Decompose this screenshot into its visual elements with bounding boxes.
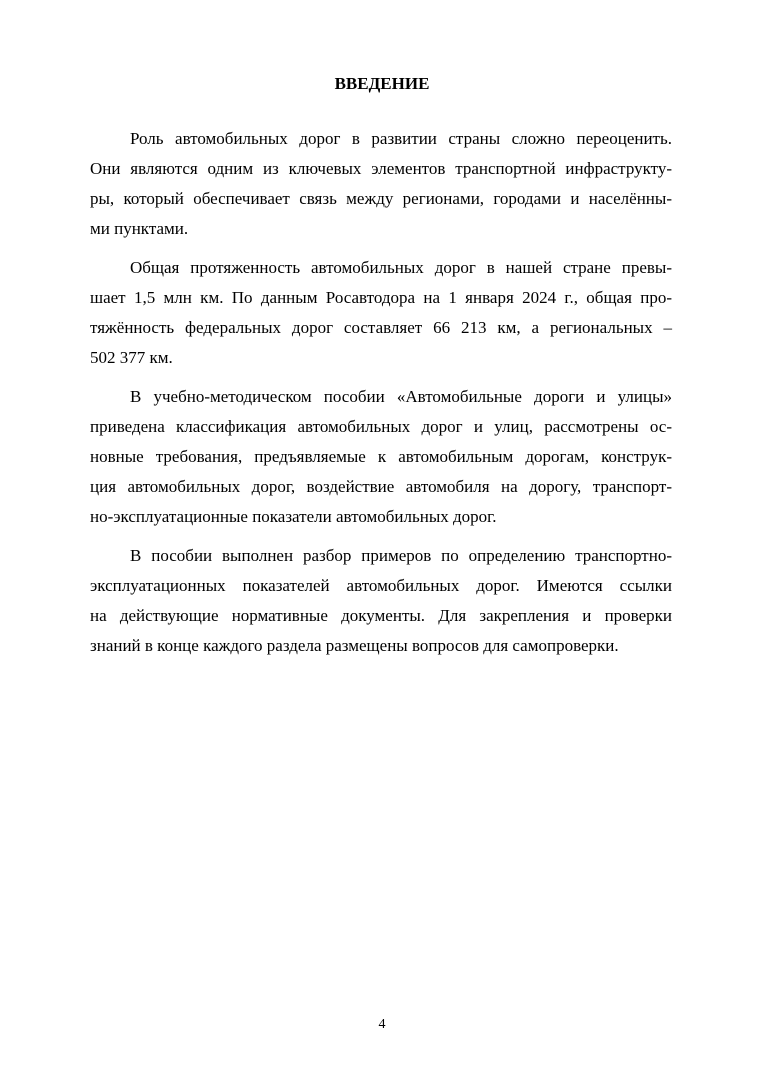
text-line: на действующие нормативные документы. Для закрепления и проверки (90, 606, 672, 625)
paragraph-spacer (90, 532, 672, 541)
section-heading: ВВЕДЕНИЕ (334, 74, 430, 93)
text-line: В учебно-методическом пособии «Автомобильные дороги и улицы» (130, 387, 672, 406)
text-line: шает 1,5 млн км. По данным Росавтодора на 1 января 2024 г., общая про- (90, 288, 672, 307)
text-line: В пособии выполнен разбор примеров по определению транспортно- (130, 546, 672, 565)
text-line: эксплуатационных показателей автомобильных дорог. Имеются ссылки (90, 576, 672, 595)
text-line: Общая протяженность автомобильных дорог в нашей стране превы- (130, 258, 672, 277)
text-line: новные требования, предъявляемые к автомобильным дорогам, конструк- (90, 447, 672, 466)
page-number: 4 (378, 1017, 386, 1032)
text-line: тяжённость федеральных дорог составляет 66 213 км, а региональных – (90, 318, 672, 337)
paragraph-4 (90, 541, 672, 661)
text-line: ми пунктами. (90, 219, 189, 238)
text-line: знаний в конце каждого раздела размещены вопросов для самопроверки. (90, 636, 619, 655)
text-line: но-эксплуатационные показатели автомобильных дорог. (90, 507, 497, 526)
text-line: ция автомобильных дорог, воздействие автомобиля на дорогу, транспорт- (90, 477, 672, 496)
paragraph-2 (90, 253, 672, 373)
text-line: ры, который обеспечивает связь между регионами, городами и населённы- (90, 189, 672, 208)
paragraph-3 (90, 382, 672, 532)
text-line: Роль автомобильных дорог в развитии страны сложно переоценить. (130, 129, 672, 148)
paragraph-1 (90, 124, 672, 244)
text-line: 502 377 км. (90, 348, 173, 367)
paragraph-spacer (90, 244, 672, 253)
text-line: приведена классификация автомобильных дорог и улиц, рассмотрены ос- (90, 417, 672, 436)
body-text (90, 124, 672, 661)
paragraph-spacer (90, 373, 672, 382)
text-line: Они являются одним из ключевых элементов транспортной инфраструкту- (90, 159, 672, 178)
